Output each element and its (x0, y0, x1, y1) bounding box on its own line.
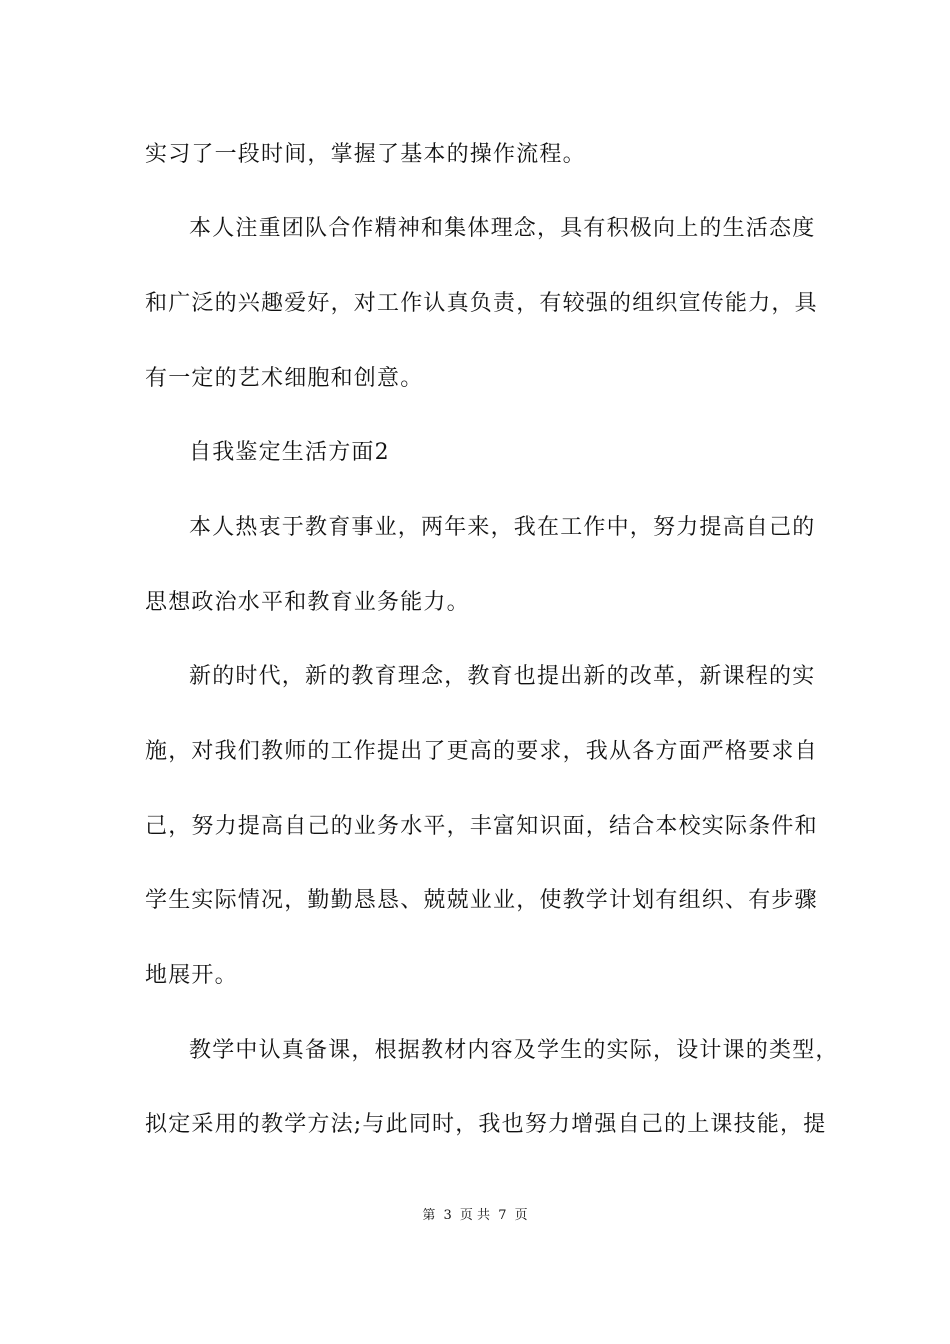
text-line: 有一定的艺术细胞和创意。 (145, 366, 424, 391)
text-line: 思想政治水平和教育业务能力。 (145, 590, 470, 615)
paragraph-line: 教学中认真备课，根据教材内容及学生的实际，设计课的类型， (189, 1038, 839, 1063)
text-line: 实习了一段时间，掌握了基本的操作流程。 (145, 142, 586, 167)
text-line: 拟定采用的教学方法;与此同时，我也努力增强自己的上课技能，提 (145, 1112, 827, 1137)
text-line: 地展开。 (145, 963, 238, 988)
paragraph-line: 本人注重团队合作精神和集体理念，具有积极向上的生活态度 (189, 216, 816, 241)
page-label-suffix: 页 (514, 1208, 528, 1223)
text-line: 学生实际情况，勤勤恳恳、兢兢业业，使教学计划有组织、有步骤 (145, 888, 818, 913)
page-footer (0, 1207, 950, 1225)
text-line: 己，努力提高自己的业务水平，丰富知识面，结合本校实际条件和 (145, 814, 818, 839)
page-label-prefix: 第 (422, 1208, 436, 1223)
text-line: 施，对我们教师的工作提出了更高的要求，我从各方面严格要求自 (145, 739, 818, 764)
page-label-mid: 页 共 (459, 1208, 491, 1223)
section-heading: 自我鉴定生活方面2 (189, 440, 390, 465)
paragraph-line: 本人热衷于教育事业，两年来，我在工作中，努力提高自己的 (189, 515, 816, 540)
paragraph-line: 新的时代，新的教育理念，教育也提出新的改革，新课程的实 (189, 664, 816, 689)
total-pages-number: 7 (498, 1208, 507, 1223)
text-line: 和广泛的兴趣爱好，对工作认真负责，有较强的组织宣传能力，具 (145, 291, 818, 316)
current-page-number: 3 (443, 1208, 452, 1223)
